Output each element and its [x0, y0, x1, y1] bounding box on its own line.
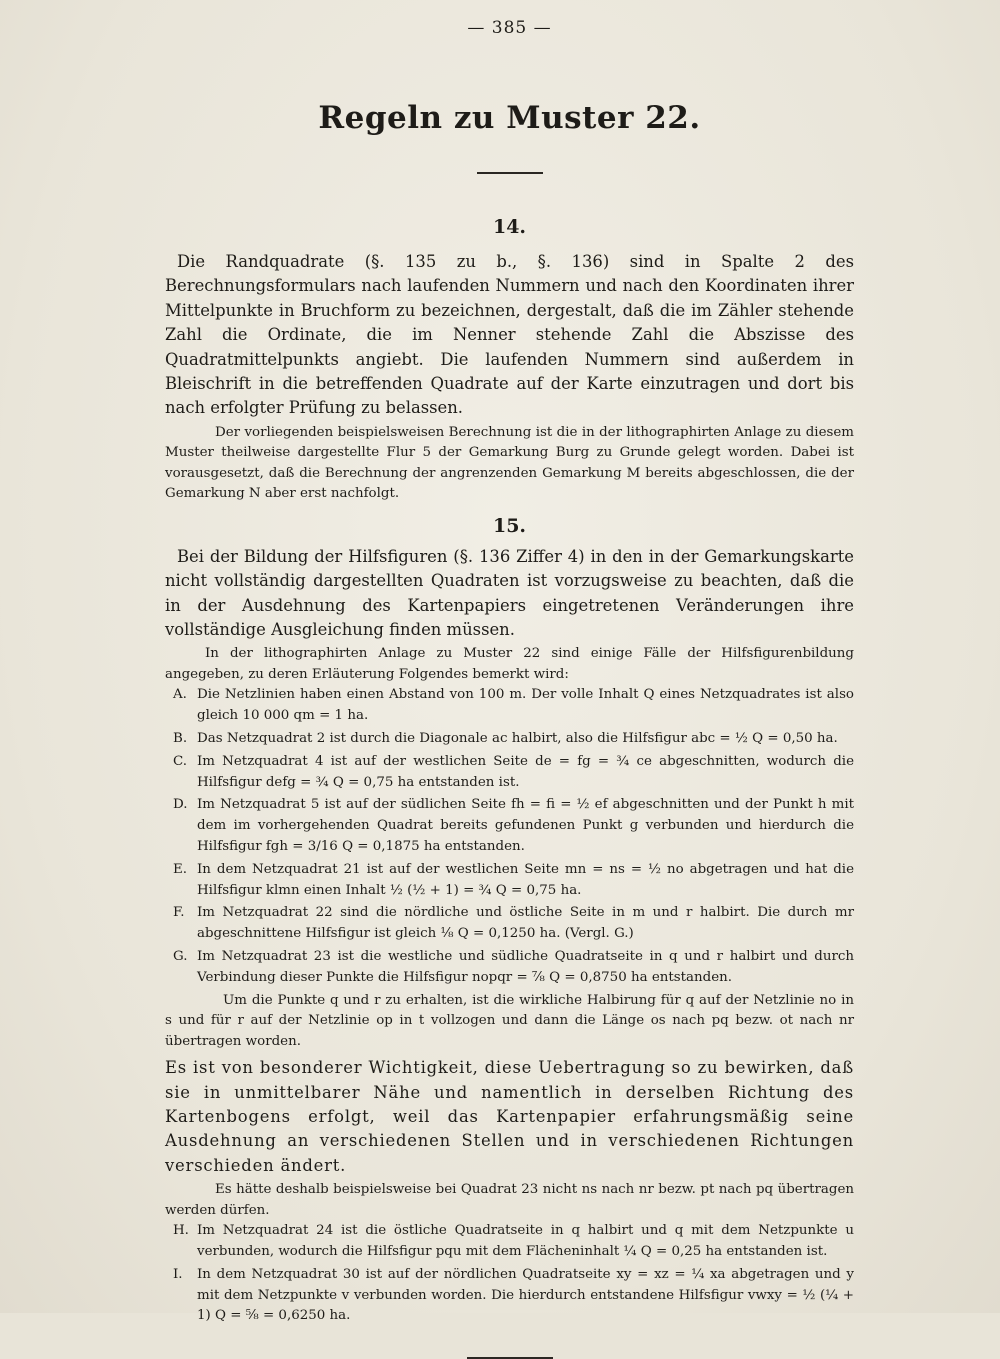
- item-marker: B.: [173, 731, 188, 747]
- item-marker: D.: [173, 797, 188, 813]
- item-marker: C.: [173, 753, 188, 769]
- item-marker: F.: [173, 905, 185, 921]
- case-list: [165, 685, 854, 988]
- emphasis-paragraph: Es ist von besonderer Wichtigkeit, diese Uebertragung so zu bewirken, daß sie in unmittelbarer Nähe und namentlich in derselben Richtung des Kartenbogens erfolgt, weil das Kartenpapier erfahrungsmäßig seine Ausdehnung an verschiedenen Stellen und in verschiedenen Richtungen verschieden ändert.: [165, 1058, 854, 1175]
- list-item: [165, 752, 854, 794]
- item-marker: G.: [173, 949, 188, 965]
- item-text: Die Netzlinien haben einen Abstand von 100 m. Der volle Inhalt Q eines Netzquadrates ist also gleich 10 000 qm = 1 ha.: [197, 687, 854, 724]
- list-item: [165, 947, 854, 989]
- page-number: — 385 —: [467, 18, 552, 38]
- list-item: [165, 685, 854, 727]
- section-14-paragraph: Die Randquadrate (§. 135 zu b., §. 136) sind in Spalte 2 des Berechnungsformulars nach laufenden Nummern und nach den Koordinaten ihrer Mittelpunkte in Bruchform zu bezeichnen, dergestalt, daß die im Zähler stehende Zahl die Ordinate, die im Nenner stehende Zahl die Abszisse des Quadratmittelpunkts angiebt. Die laufenden Nummern sind außerdem in Bleischrift in die betreffenden Quadrate auf der Karte einzutragen und dort bis nach erfolgter Prüfung zu belassen.: [165, 252, 854, 418]
- item-marker: E.: [173, 861, 188, 877]
- item-marker: A.: [173, 687, 187, 703]
- emphasis-followup: Es hätte deshalb beispielsweise bei Quadrat 23 nicht ns nach nr bezw. pt nach pq übertragen werden dürfen.: [165, 1182, 854, 1218]
- item-text: In dem Netzquadrat 21 ist auf der westlichen Seite mn = ns = ½ no abgetragen und hat die Hilfsfigur klmn einen Inhalt ½ (½ + 1) = ¾ Q = 0,75 ha.: [197, 861, 854, 898]
- list-item: [165, 860, 854, 902]
- item-text: Im Netzquadrat 24 ist die östliche Quadratseite in q halbirt und q mit dem Netzpunkte u verbunden, wodurch die Hilfsfigur pqu mit dem Flächeninhalt ¼ Q = 0,25 ha entstanden ist.: [197, 1223, 854, 1259]
- title-divider: [477, 172, 543, 174]
- section-15-number: 15.: [492, 514, 527, 537]
- list-item: [165, 1265, 854, 1327]
- case-list-continued: [165, 1221, 854, 1327]
- item-text: Im Netzquadrat 5 ist auf der südlichen Seite fh = fi = ½ ef abgeschnitten und der Punkt h mit dem im vorhergehenden Quadrat bereits gefundenen Punkt g verbunden und hierdurch die Hilfsfigur fgh = 3/16 Q = 0,1875 ha entstanden.: [197, 797, 854, 855]
- section-15-paragraph: Bei der Bildung der Hilfsfiguren (§. 136 Ziffer 4) in den in der Gemarkungskarte nicht vollständig dargestellten Quadraten ist vorzugsweise zu beachten, daß die in der Ausdehnung des Kartenpapiers eingetretenen Veränderungen ihre vollständige Ausgleichung finden müssen.: [165, 546, 854, 640]
- item-text: Im Netzquadrat 22 sind die nördliche und östliche Seite in m und r halbirt. Die durch mr abgeschnittene Hilfsfigur ist gleich ⅛ Q = 0,1250 ha. (Vergl. G.): [197, 905, 854, 942]
- item-text: Im Netzquadrat 23 ist die westliche und südliche Quadratseite in q und r halbirt und durch Verbindung dieser Punkte die Hilfsfigur nopqr = ⅞ Q = 0,8750 ha entstanden.: [197, 949, 854, 985]
- list-item: [165, 729, 854, 750]
- item-g-continuation: Um die Punkte q und r zu erhalten, ist die wirkliche Halbirung für q auf der Netzlinie no in s und für r auf der Netzlinie op in t vollzogen und dann die Länge os nach pq bezw. ot nach nr übertragen worden.: [165, 992, 854, 1049]
- item-marker: H.: [173, 1223, 189, 1239]
- item-text: Im Netzquadrat 4 ist auf der westlichen Seite de = fg = ¾ ce abgeschnitten, wodurch die Hilfsfigur defg = ¾ Q = 0,75 ha entstanden ist.: [197, 753, 854, 790]
- section-14-note: Der vorliegenden beispielsweisen Berechnung ist die in der lithographirten Anlage zu diesem Muster theilweise dargestellte Flur 5 der Gemarkung Burg zu Grunde gelegt worden. Dabei ist vorausgesetzt, daß die Berechnung der angrenzenden Gemarkung M bereits abgeschlossen, die der Gemarkung N aber erst nachfolgt.: [165, 424, 854, 502]
- list-item: [165, 1221, 854, 1263]
- list-item: [165, 903, 854, 945]
- section-14-number: 14.: [492, 216, 527, 238]
- item-marker: I.: [173, 1266, 183, 1282]
- section-15-intro: In der lithographirten Anlage zu Muster 22 sind einige Fälle der Hilfsfigurenbildung angegeben, zu deren Erläuterung Folgendes bemerkt wird:: [165, 646, 854, 682]
- item-text: Das Netzquadrat 2 ist durch die Diagonale ac halbirt, also die Hilfsfigur abc = ½ Q = 0,50 ha.: [197, 731, 838, 747]
- item-text: In dem Netzquadrat 30 ist auf der nördlichen Quadratseite xy = xz = ¼ xa abgetragen und y mit dem Netzpunkte v verbunden worden. Die hierdurch entstandene Hilfsfigur vwxy = ½ (¼ + 1) Q = ⅝ = 0,6250 ha.: [197, 1266, 854, 1324]
- list-item: [165, 795, 854, 857]
- page-title: Regeln zu Muster 22.: [318, 100, 701, 136]
